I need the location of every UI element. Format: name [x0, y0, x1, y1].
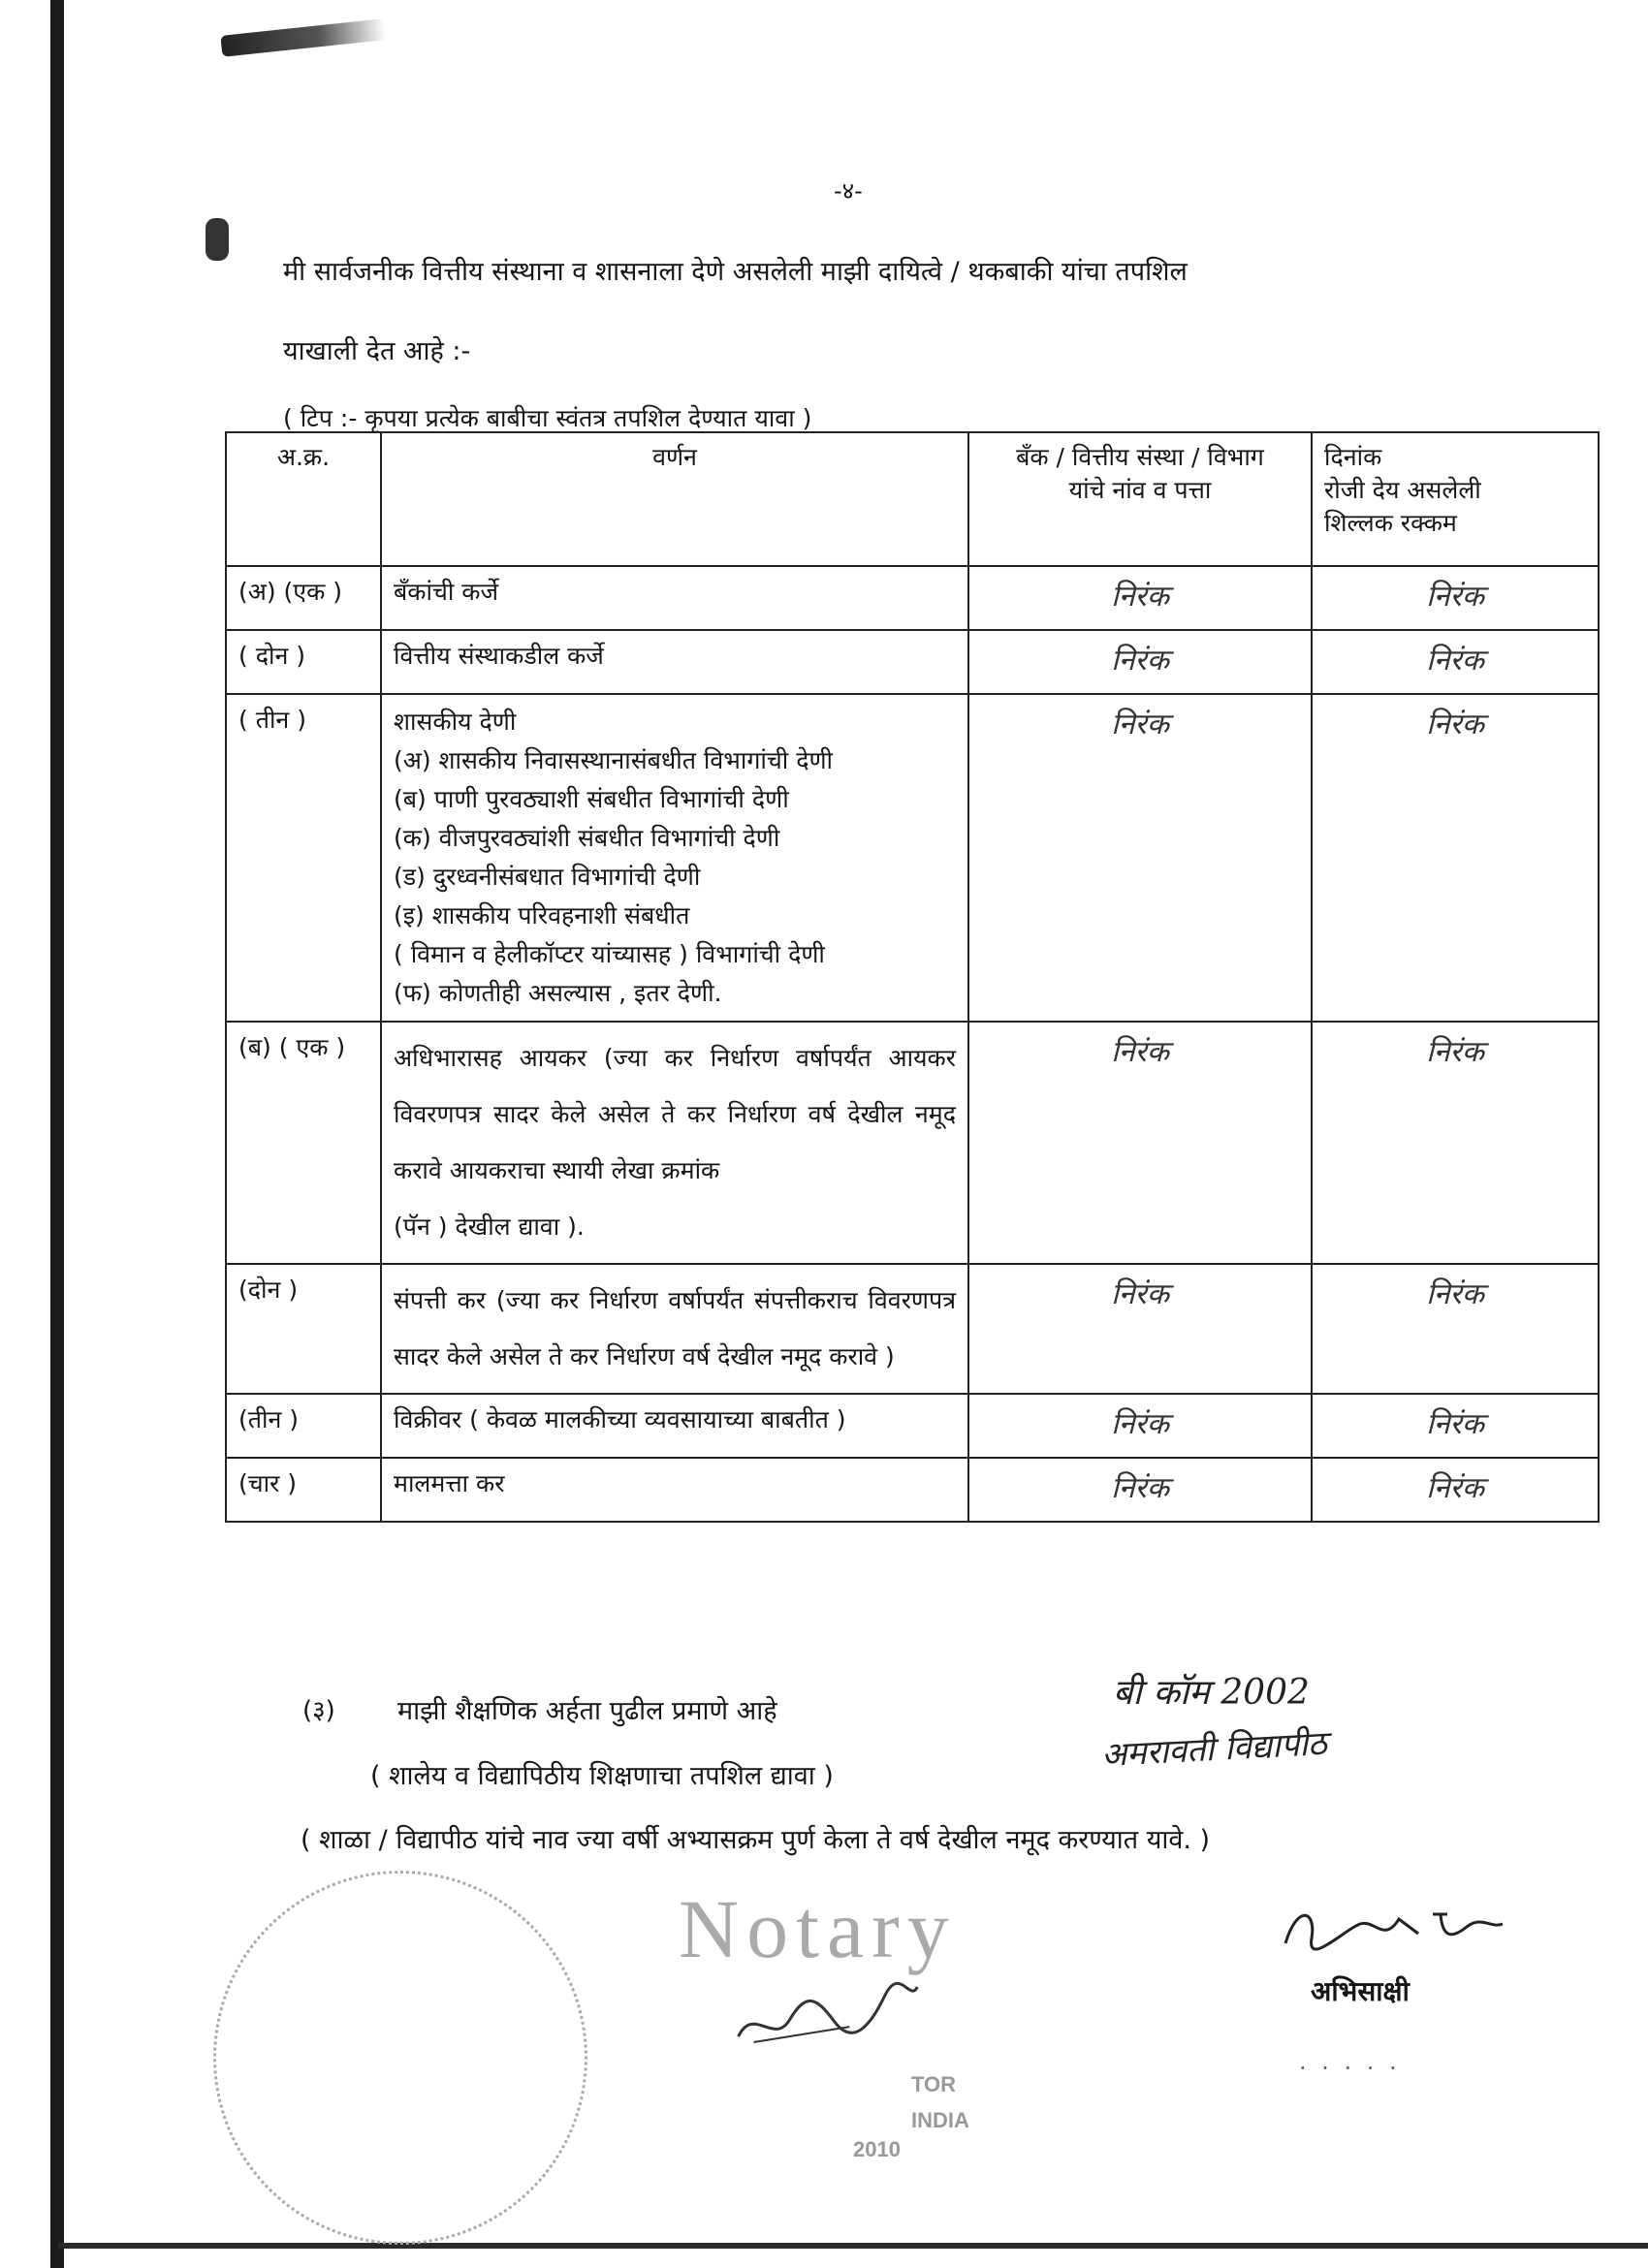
faded-stamp-text: TOR	[911, 2072, 957, 2096]
amount-nil-handwritten: निरंक	[1312, 630, 1599, 694]
row-sr: (चार )	[226, 1458, 381, 1522]
row-description	[381, 694, 968, 1022]
education-number: (३)	[302, 1696, 335, 1725]
govt-dues-item: (ड) दुरध्वनीसंबधात विभागांची देणी	[394, 863, 701, 891]
header-amount-line2: रोजी देय असलेली	[1324, 476, 1481, 504]
row-description: वित्तीय संस्थाकडील कर्जे	[381, 630, 968, 694]
row-sr: ( तीन )	[226, 694, 381, 1022]
govt-dues-item: (इ) शासकीय परिवहनाशी संबधीत	[394, 901, 690, 929]
faded-stamp-text: 2010	[853, 2137, 901, 2161]
bank-nil-handwritten: निरंक	[968, 1022, 1312, 1264]
bank-nil-handwritten: निरंक	[968, 566, 1312, 630]
education-heading: माझी शैक्षणिक अर्हता पुढील प्रमाणे आहे	[397, 1696, 777, 1726]
header-amount-line3: शिल्लक रक्कम	[1324, 509, 1457, 537]
table-row	[226, 1264, 1599, 1394]
education-subnote: ( शालेय व विद्यापिठीय शिक्षणाचा तपशिल द्यावा )	[370, 1761, 834, 1791]
header-bank-line1: बँक / वित्तीय संस्था / विभाग	[1016, 443, 1264, 471]
bank-nil-handwritten: निरंक	[968, 1458, 1312, 1522]
row-sr: (तीन )	[226, 1394, 381, 1458]
header-sr: अ.क्र.	[226, 432, 381, 566]
header-description: वर्णन	[381, 432, 968, 566]
table-row	[226, 694, 1599, 1022]
handwritten-degree: बी कॉम 2002	[1113, 1673, 1310, 1713]
scan-smudge	[220, 18, 386, 57]
govt-dues-item: (क) वीजपुरवठ्यांशी संबधीत विभागांची देणी	[394, 824, 780, 852]
liabilities-table	[225, 431, 1600, 1523]
instruction-note: ( टिप :- कृपया प्रत्येक बाबीचा स्वंतत्र तपशिल देण्यात यावा )	[283, 404, 812, 432]
row-description	[381, 1022, 968, 1264]
header-bank-line2: यांचे नांव व पत्ता	[1068, 476, 1212, 504]
deponent-signature	[1278, 1900, 1510, 1968]
intro-line-1: मी सार्वजनीक वित्तीय संस्थाना व शासनाला देणे असलेली माझी दायित्वे / थकबाकी यांचा तपशिल	[283, 257, 1188, 287]
scan-left-edge	[50, 0, 64, 2268]
header-bank	[968, 432, 1312, 566]
bank-nil-handwritten: निरंक	[968, 1394, 1312, 1458]
govt-dues-item: (अ) शासकीय निवासस्थानासंबधीत विभागांची देणी	[394, 746, 834, 774]
page-number: -४-	[834, 177, 863, 205]
intro-line-2: याखाली देत आहे :-	[283, 336, 471, 366]
date-dots: · · · · ·	[1299, 2055, 1401, 2082]
amount-nil-handwritten: निरंक	[1312, 1264, 1599, 1394]
faded-stamp-text: INDIA	[911, 2108, 969, 2132]
table-header-row	[226, 432, 1599, 566]
notary-signature-scribble	[728, 1971, 928, 2056]
govt-dues-item: (फ) कोणतीही असल्यास , इतर देणी.	[394, 979, 722, 1007]
hole-punch-mark	[206, 218, 229, 261]
table-row	[226, 1458, 1599, 1522]
govt-dues-item: ( विमान व हेलीकॉप्टर यांच्यासह ) विभागांची देणी	[394, 940, 825, 968]
amount-nil-handwritten: निरंक	[1312, 694, 1599, 1022]
header-amount	[1312, 432, 1599, 566]
bank-nil-handwritten: निरंक	[968, 694, 1312, 1022]
amount-nil-handwritten: निरंक	[1312, 1394, 1599, 1458]
amount-nil-handwritten: निरंक	[1312, 1458, 1599, 1522]
header-amount-line1: दिनांक	[1324, 443, 1382, 471]
table-row	[226, 1394, 1599, 1458]
govt-dues-heading: शासकीय देणी	[394, 708, 517, 736]
amount-nil-handwritten: निरंक	[1312, 1022, 1599, 1264]
handwritten-university: अमरावती विद्यापीठ	[1100, 1723, 1328, 1776]
table-row	[226, 566, 1599, 630]
notary-signature	[728, 1971, 930, 2065]
row-description: बँकांची कर्जे	[381, 566, 968, 630]
notary-seal	[213, 1871, 587, 2245]
row-description: विक्रीवर ( केवळ मालकीच्या व्यवसायाच्या बाबतीत )	[381, 1394, 968, 1458]
row-sr: (ब) ( एक )	[226, 1022, 381, 1264]
notary-stamp: Notary	[679, 1882, 957, 1975]
row-sr: ( दोन )	[226, 630, 381, 694]
income-tax-text: अधिभारासह आयकर (ज्या कर निर्धारण वर्षापर्यंत आयकर विवरणपत्र सादर केले असेल ते कर निर्धारण वर्ष देखील नमूद करावे आयकराचा स्थायी लेखा क्रमांक	[394, 1044, 956, 1184]
deponent-signature-scribble	[1278, 1900, 1510, 1958]
row-sr: (अ) (एक )	[226, 566, 381, 630]
bank-nil-handwritten: निरंक	[968, 1264, 1312, 1394]
row-sr: (दोन )	[226, 1264, 381, 1394]
pan-note: (पॅन ) देखील द्यावा ).	[394, 1213, 585, 1241]
education-note: ( शाळा / विद्यापीठ यांचे नाव ज्या वर्षी अभ्यासक्रम पुर्ण केला ते वर्ष देखील नमूद करण्यात यावे. )	[301, 1825, 1211, 1855]
deponent-label: अभिसाक्षी	[1311, 1975, 1410, 2007]
table-row	[226, 1022, 1599, 1264]
scan-bottom-edge	[58, 2243, 1648, 2249]
row-description: संपत्ती कर (ज्या कर निर्धारण वर्षापर्यंत संपत्तीकराच विवरणपत्र सादर केले असेल ते कर निर्धारण वर्ष देखील नमूद करावे )	[381, 1264, 968, 1394]
amount-nil-handwritten: निरंक	[1312, 566, 1599, 630]
govt-dues-item: (ब) पाणी पुरवठ्याशी संबधीत विभागांची देणी	[394, 785, 789, 813]
table-row	[226, 630, 1599, 694]
row-description: मालमत्ता कर	[381, 1458, 968, 1522]
bank-nil-handwritten: निरंक	[968, 630, 1312, 694]
